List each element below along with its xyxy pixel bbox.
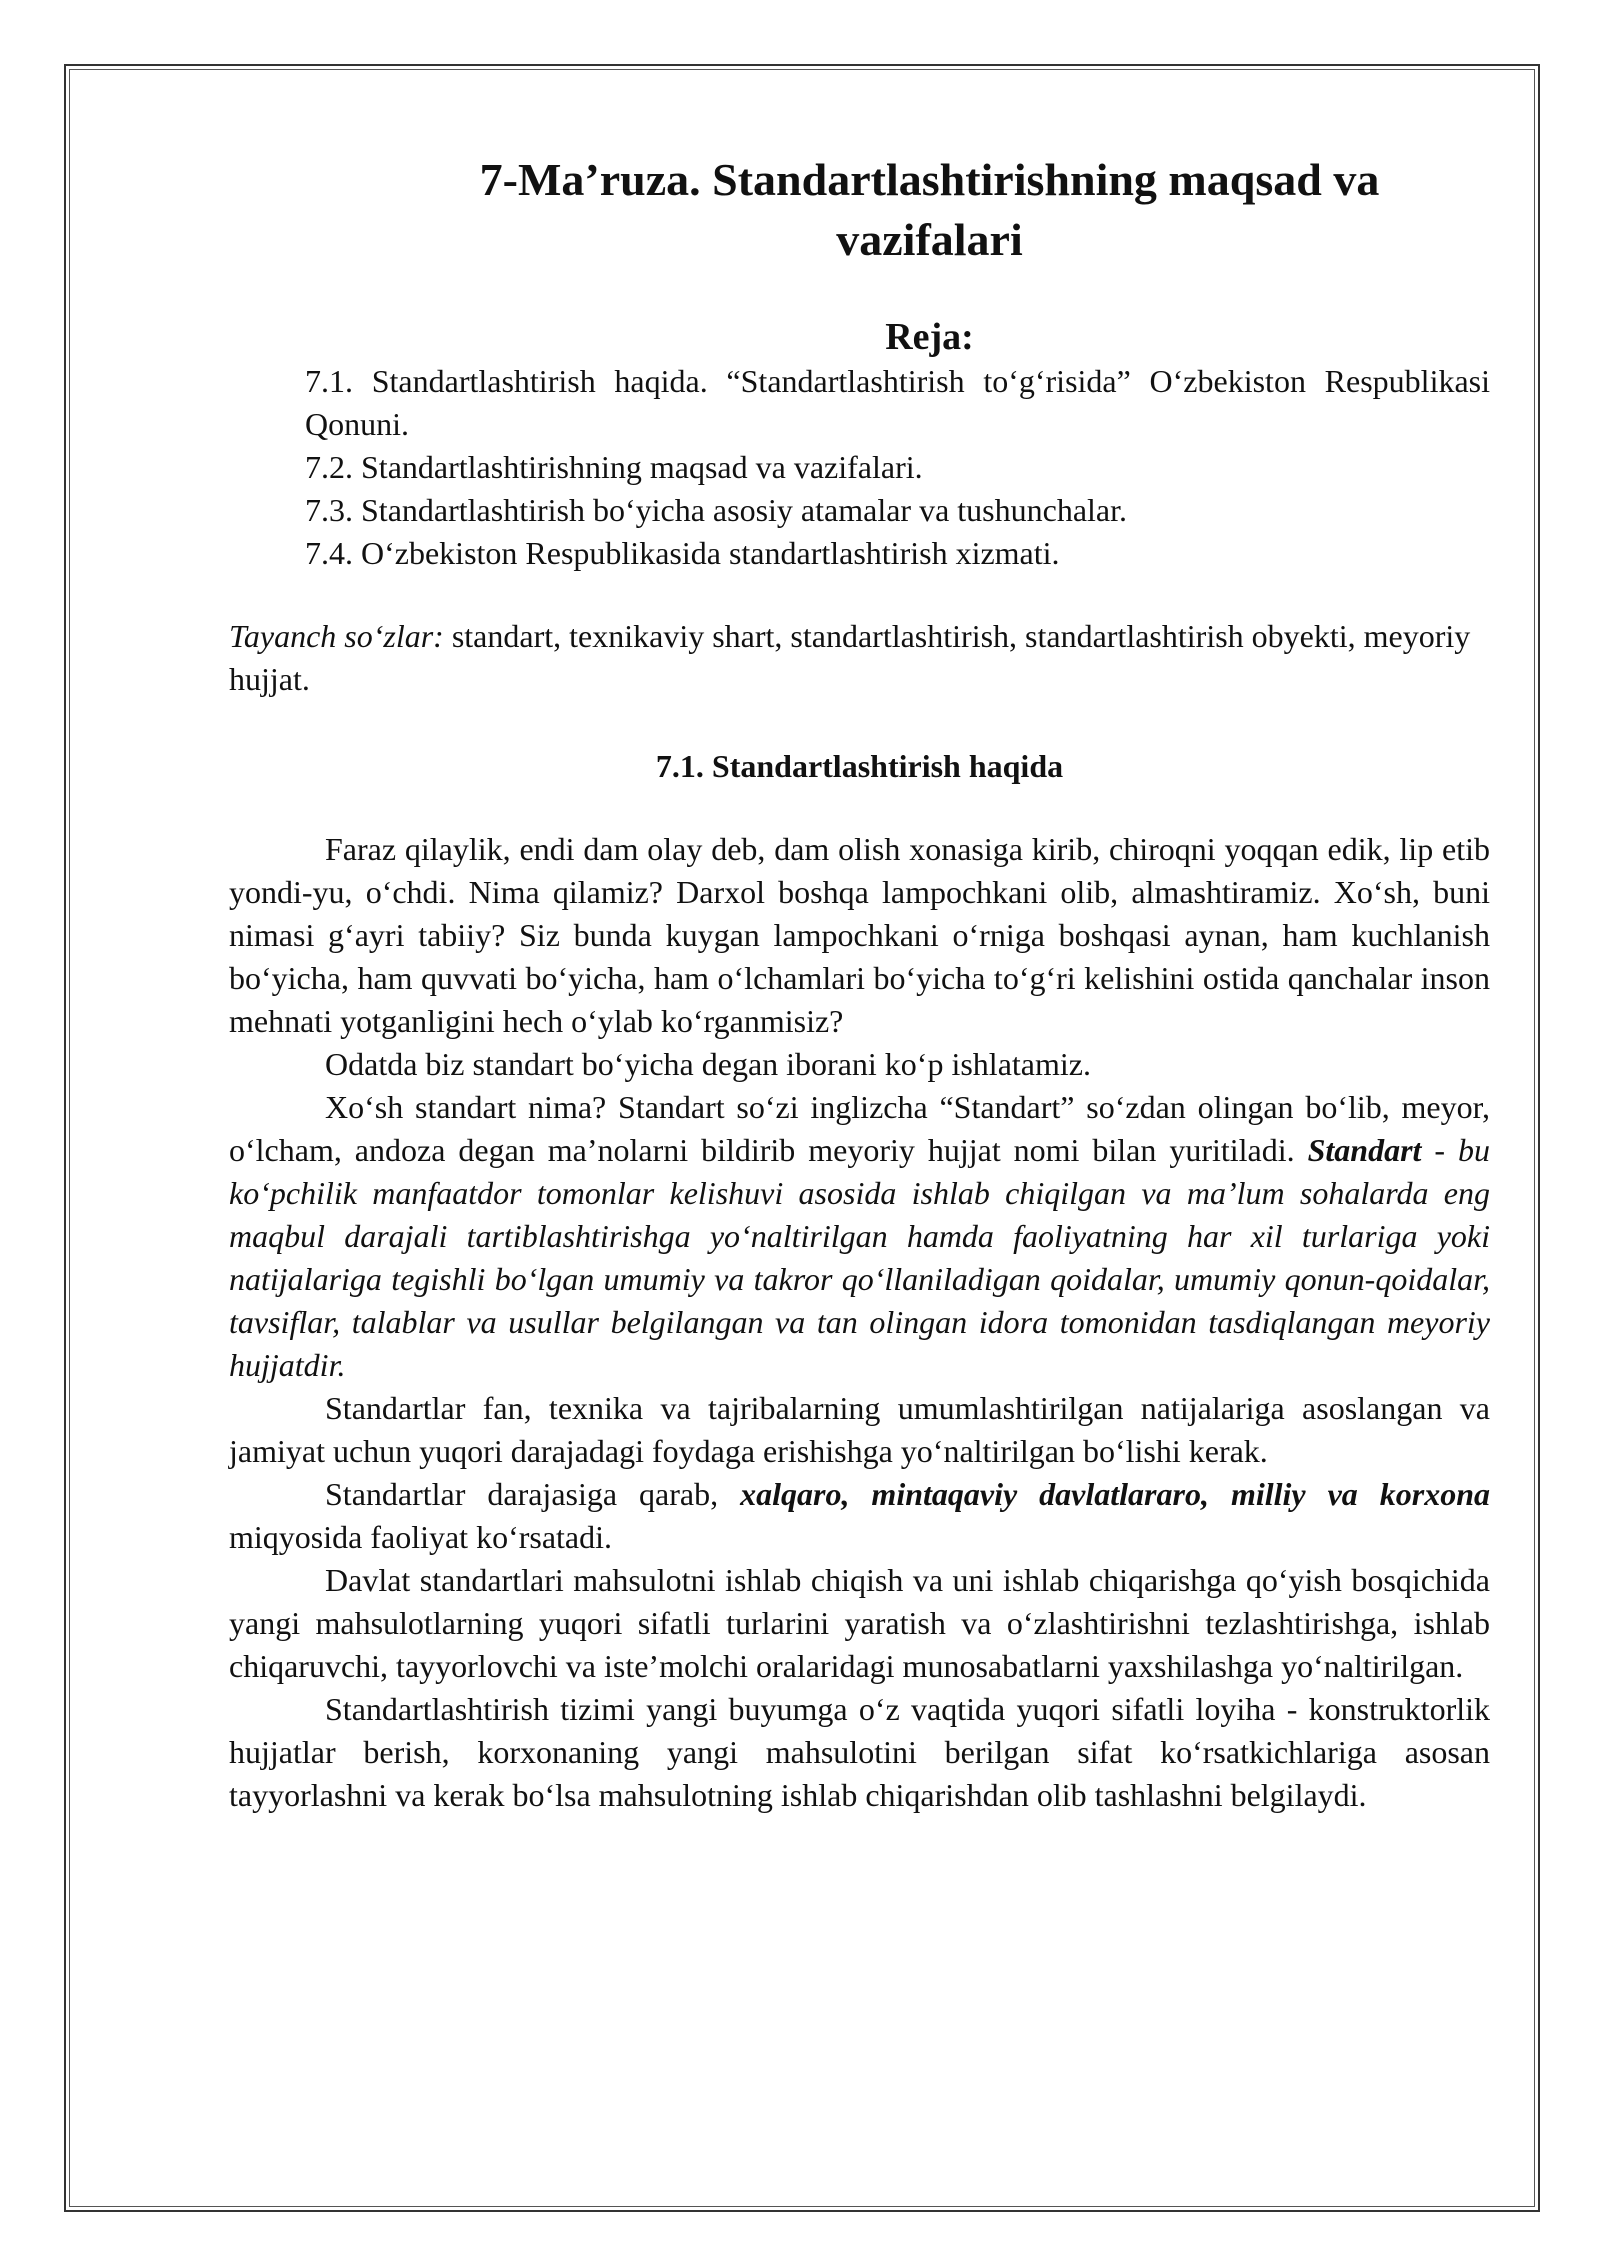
paragraph-3-intro: Xo‘sh standart nima? Standart so‘zi inglizcha “Standart” so‘zdan olingan bo‘lib, meyor, o‘lcham, andoza degan ma’nolarni bildirib meyoriy hujjat nomi bilan yuritiladi. [229, 1089, 1490, 1168]
paragraph-5-tail: miqyosida faoliyat ko‘rsatadi. [229, 1519, 613, 1555]
standard-levels: xalqaro, mintaqaviy davlatlararo, milliy va korxona [740, 1476, 1491, 1512]
document-content [229, 150, 1490, 1817]
section-heading: 7.1. Standartlashtirish haqida [655, 748, 1064, 784]
plan-item-3: 7.3. Standartlashtirish bo‘yicha asosiy atamalar va tushunchalar. [305, 492, 1127, 528]
lecture-title-line2: vazifalari [836, 214, 1023, 265]
plan-heading: Reja: [885, 316, 974, 358]
lecture-title [369, 150, 1490, 270]
paragraph-3 [229, 1086, 1490, 1387]
plan-list [305, 360, 1490, 575]
paragraph-4: Standartlar fan, texnika va tajribalarning umumlashtirilgan natijalariga asoslangan va jamiyat uchun yuqori darajadagi foydaga erishishga yo‘naltirilgan bo‘lishi kerak. [229, 1390, 1490, 1469]
paragraph-5 [229, 1473, 1490, 1559]
plan-item-1: 7.1. Standartlashtirish haqida. “Standartlashtirish to‘g‘risida” O‘zbekiston Respublikasi Qonuni. [305, 363, 1490, 442]
keywords-label: Tayanch so‘zlar: [229, 618, 444, 654]
paragraph-6: Davlat standartlari mahsulotni ishlab chiqish va uni ishlab chiqarishga qo‘yish bosqichida yangi mahsulotlarning yuqori sifatli turlarini yaratish va o‘zlashtirishni tezlashtirishga, ishlab chiqaruvchi, tayyorlovchi va iste’molchi oralaridagi munosabatlarni yaxshilashga yo‘naltirilgan. [229, 1562, 1490, 1684]
standart-definition: - bu ko‘pchilik manfaatdor tomonlar kelishuvi asosida ishlab chiqilgan va ma’lum sohalarda eng maqbul darajali tartiblashtirishga yo‘naltirilgan hamda faoliyatning har xil turlariga yoki natijalariga tegishli bo‘lgan umumiy va takror qo‘llaniladigan qoidalar, umumiy qonun-qoidalar, tavsiflar, talablar va usullar belgilangan va tan olingan idora tomonidan tasdiqlangan meyoriy hujjatdir. [229, 1132, 1491, 1383]
keywords-text: standart, texnikaviy shart, standartlashtirish, standartlashtirish obyekti, meyoriy hujjat. [229, 618, 1471, 697]
keywords-paragraph [229, 615, 1490, 701]
paragraph-1: Faraz qilaylik, endi dam olay deb, dam olish xonasiga kirib, chiroqni yoqqan edik, lip etib yondi-yu, o‘chdi. Nima qilamiz? Darxol boshqa lampochkani olib, almashtiramiz. Xo‘sh, buni nimasi g‘ayri tabiiy? Siz bunda kuygan lampochkani o‘rniga boshqasi aynan, ham kuchlanish bo‘yicha, ham quvvati bo‘yicha, ham o‘lchamlari bo‘yicha to‘g‘ri kelishini ostida qanchalar inson mehnati yotganligini hech o‘ylab ko‘rganmisiz? [229, 831, 1490, 1039]
body-text [229, 828, 1490, 1817]
paragraph-5-intro: Standartlar darajasiga qarab, [325, 1476, 741, 1512]
lecture-title-line1: 7-Ma’ruza. Standartlashtirishning maqsad va [479, 154, 1380, 205]
plan-item-2: 7.2. Standartlashtirishning maqsad va vazifalari. [305, 449, 923, 485]
paragraph-2: Odatda biz standart bo‘yicha degan iborani ko‘p ishlatamiz. [325, 1046, 1091, 1082]
standart-term: Standart [1307, 1132, 1422, 1168]
paragraph-7: Standartlashtirish tizimi yangi buyumga o‘z vaqtida yuqori sifatli loyiha - konstruktorlik hujjatlar berish, korxonaning yangi mahsulotini berilgan sifat ko‘rsatkichlariga asosan tayyorlashni va kerak bo‘lsa mahsulotning ishlab chiqarishdan olib tashlashni belgilaydi. [229, 1691, 1490, 1813]
plan-item-4: 7.4. O‘zbekiston Respublikasida standartlashtirish xizmati. [305, 535, 1060, 571]
